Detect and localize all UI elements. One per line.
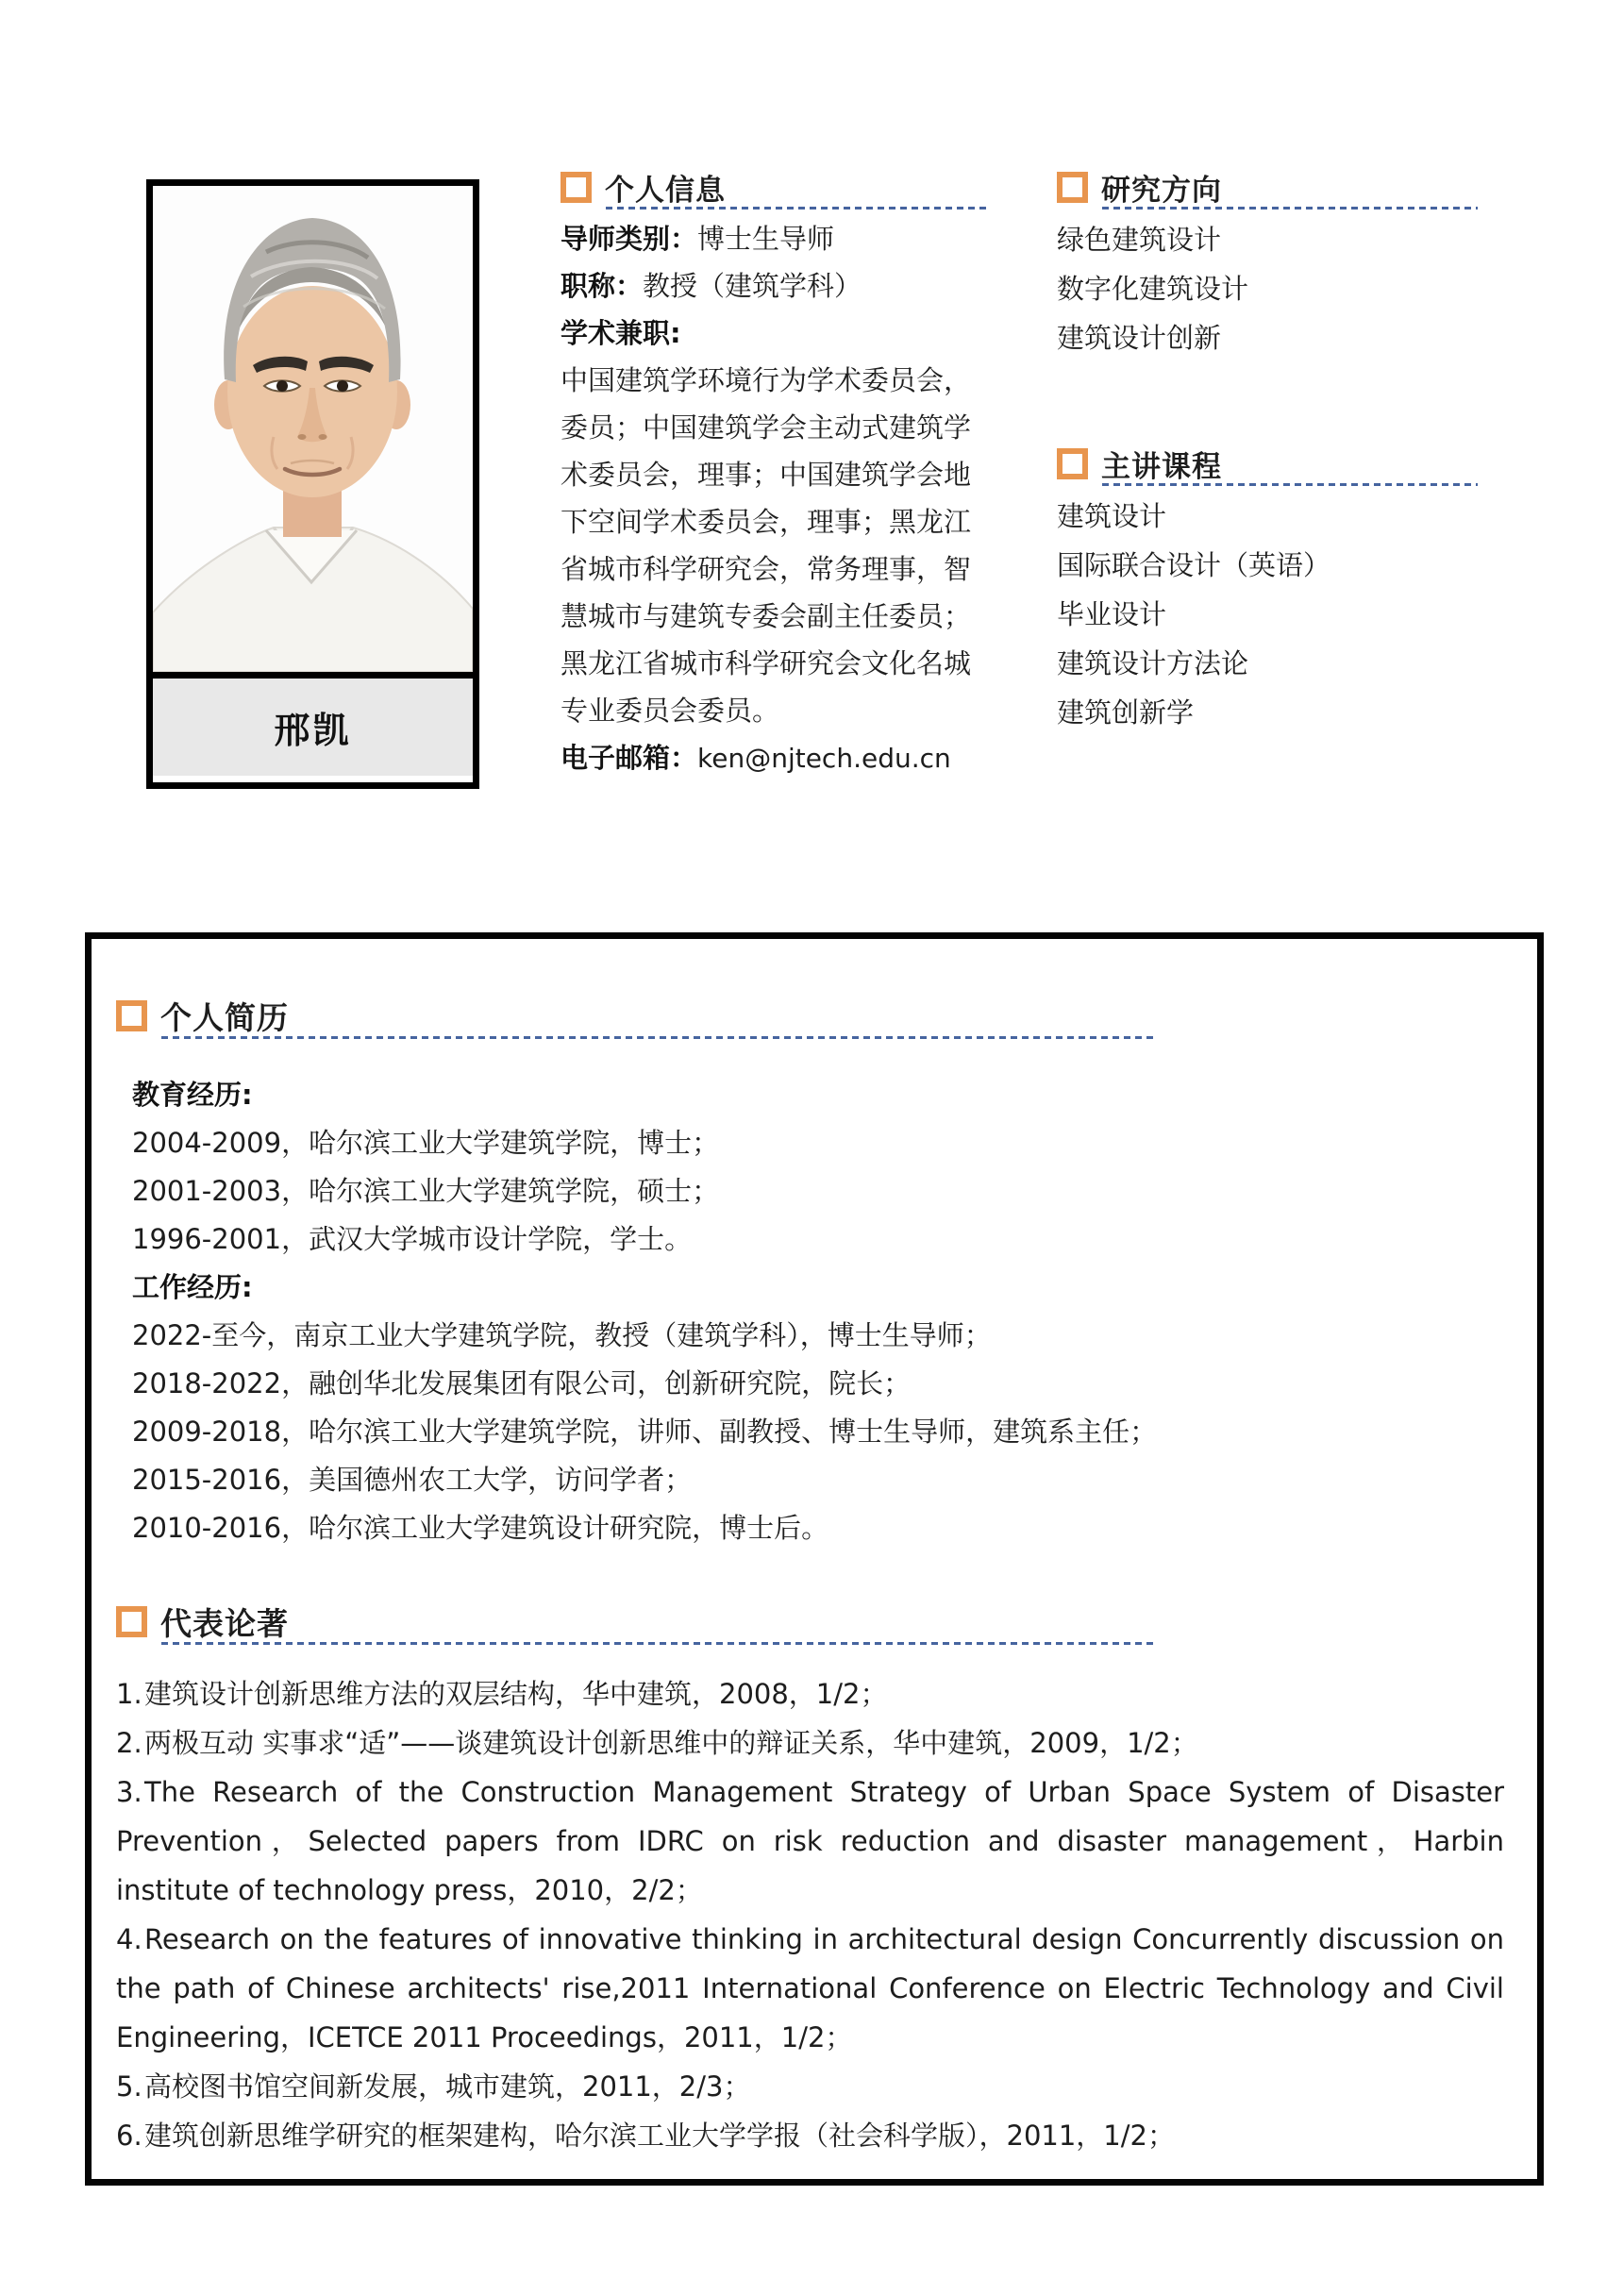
section-bullet-icon — [116, 1000, 147, 1031]
work-item: 2015-2016，美国德州农工大学，访问学者； — [132, 1464, 693, 1496]
publication-item: 4.Research on the features of innovative thinking in architectural design Concurrently discussion on the path of Chinese architects' rise,2011 International Conference on Electric Technology and Civil Engineering，ICETCE 2011 Proceedings，2011，1/2； — [116, 1923, 1504, 2053]
publication-item: 6.建筑创新思维学研究的框架建构，哈尔滨工业大学学报（社会科学版），2011，1/2； — [116, 2120, 1175, 2152]
education-item: 1996-2001，武汉大学城市设计学院，学士。 — [132, 1223, 693, 1255]
work-item: 2009-2018，哈尔滨工业大学建筑学院，讲师、副教授、博士生导师，建筑系主任； — [132, 1416, 1158, 1448]
resume-header — [116, 994, 1504, 1037]
section-title: 研究方向 — [1101, 173, 1222, 208]
name-plate — [153, 672, 473, 776]
research-item: 绿色建筑设计 — [1057, 224, 1222, 256]
personal-info-header — [561, 166, 987, 208]
publication-item: 3.The Research of the Construction Management Strategy of Urban Space System of Disaster Prevention，Selected papers from IDRC on risk reduction and disaster management，Harbin institute of technology press，2010，2/2； — [116, 1776, 1504, 1906]
publications-list — [116, 1669, 1504, 2160]
photo-frame — [146, 179, 479, 789]
resume-box — [85, 932, 1544, 2186]
publication-item: 5.高校图书馆空间新发展，城市建筑，2011，2/3； — [116, 2070, 751, 2103]
research-item: 数字化建筑设计 — [1057, 273, 1249, 305]
course-item: 毕业设计 — [1057, 598, 1167, 630]
job-title-row: 职称：教授（建筑学科） — [561, 270, 862, 302]
work-label: 工作经历: — [132, 1271, 253, 1303]
publication-item: 1.建筑设计创新思维方法的双层结构，华中建筑，2008，1/2； — [116, 1678, 888, 1710]
research-section — [1057, 166, 1478, 362]
section-bullet-icon — [1057, 172, 1088, 203]
work-item: 2010-2016，哈尔滨工业大学建筑设计研究院，博士后。 — [132, 1512, 829, 1544]
publications-header — [116, 1600, 1504, 1643]
course-item: 建筑创新学 — [1057, 696, 1195, 729]
header-underline — [1102, 207, 1478, 209]
courses-section — [1057, 443, 1478, 737]
portrait-photo — [153, 186, 473, 672]
course-item: 建筑设计 — [1057, 500, 1167, 532]
email-row: 电子邮箱：ken@njtech.edu.cn — [561, 742, 951, 774]
header-underline — [161, 1036, 1157, 1039]
academic-roles-text: 中国建筑学环境行为学术委员会，委员；中国建筑学会主动式建筑学术委员会，理事；中国建筑学会地下空间学术委员会，理事；黑龙江省城市科学研究会，常务理事，智慧城市与建筑专委会副主任委员；黑龙江省城市科学研究会文化名城专业委员会委员。 — [561, 364, 972, 727]
header-underline — [606, 207, 987, 209]
publication-item: 2.两极互动 实事求“适”——谈建筑设计创新思维中的辩证关系，华中建筑，2009，1/2； — [116, 1727, 1198, 1759]
section-title: 代表论著 — [160, 1604, 289, 1642]
section-title: 主讲课程 — [1101, 449, 1222, 484]
email-value: ken@njtech.edu.cn — [697, 743, 951, 774]
header-underline — [161, 1642, 1157, 1645]
section-bullet-icon — [561, 172, 592, 203]
resume-content — [132, 1071, 1504, 1552]
course-item: 国际联合设计（英语） — [1057, 549, 1331, 581]
personal-info-section — [561, 166, 987, 782]
education-label: 教育经历: — [132, 1079, 253, 1111]
academic-roles-label-row: 学术兼职: — [561, 317, 681, 349]
work-item: 2022-至今，南京工业大学建筑学院，教授（建筑学科），博士生导师； — [132, 1319, 992, 1351]
person-name: 邢凯 — [274, 710, 352, 751]
courses-header — [1057, 443, 1478, 484]
research-header — [1057, 166, 1478, 208]
section-bullet-icon — [116, 1606, 147, 1637]
section-title: 个人信息 — [605, 173, 726, 208]
education-item: 2001-2003，哈尔滨工业大学建筑学院，硕士； — [132, 1175, 720, 1207]
research-item: 建筑设计创新 — [1057, 322, 1222, 354]
header-underline — [1102, 483, 1478, 486]
mentor-type-row: 导师类别：博士生导师 — [561, 223, 835, 255]
section-title: 个人简历 — [160, 998, 289, 1036]
course-item: 建筑设计方法论 — [1057, 647, 1249, 679]
work-item: 2018-2022，融创华北发展集团有限公司，创新研究院，院长； — [132, 1367, 912, 1399]
education-item: 2004-2009，哈尔滨工业大学建筑学院，博士； — [132, 1127, 720, 1159]
section-bullet-icon — [1057, 448, 1088, 479]
